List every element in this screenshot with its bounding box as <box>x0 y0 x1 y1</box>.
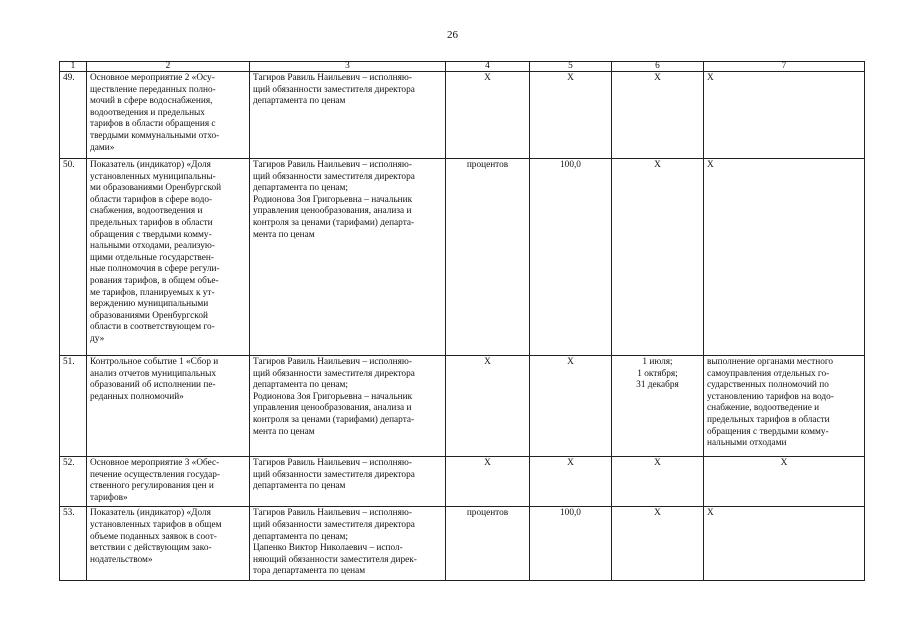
unit-cell: X <box>446 457 530 507</box>
responsible-person: Тагиров Равиль Наильевич – исполняю- щий обязанности заместителя директора департамента по ценам; Родионова Зоя Григорьевна – начальник управления ценообразования, анализа и контроля за ценами (тарифами) департа- мента по ценам <box>250 159 446 356</box>
column-number-row <box>60 62 865 72</box>
responsible-person: Тагиров Равиль Наильевич – исполняю- щий обязанности заместителя директора департамента по ценам <box>250 72 446 159</box>
page-number: 26 <box>447 29 458 41</box>
table-row <box>60 356 865 457</box>
result-cell: X <box>704 72 865 159</box>
column-header: 4 <box>446 62 530 72</box>
value-cell: X <box>530 72 612 159</box>
activity-name: Основное мероприятие 2 «Осу- ществление переданных полно- мочий в сфере водоснабжения, водоотведения и предельных тарифов в области обращения с твердыми коммунальными отхо- дами» <box>87 72 250 159</box>
plan-table <box>59 61 865 581</box>
unit-cell: процентов <box>446 159 530 356</box>
value-cell: 100,0 <box>530 507 612 581</box>
activity-name: Показатель (индикатор) «Доля установленных муниципальны- ми образованиями Оренбургской области тарифов в сфере водо- снабжения, водоотведения и предельных тарифов в области обращения с твердыми комму- нальными отходами, реализую- щими отдельные государствен- ные полномочия в сфере регули- рования тарифов, в общем объе- ме тарифов, планируемых к ут- верждению муниципальными образованиями Оренбургской области в соответствующем го- ду» <box>87 159 250 356</box>
value-cell: X <box>530 457 612 507</box>
row-number: 50. <box>60 159 87 356</box>
activity-name: Контрольное событие 1 «Сбор и анализ отчетов муниципальных образований об исполнении пе- реданных полномочий» <box>87 356 250 457</box>
result-cell: выполнение органами местного самоуправления отдельных го- сударственных полномочий по установлению тарифов на водо- снабжение, водоотведение и предельных тарифов в области обращения с твердыми комму- нальными отходами <box>704 356 865 457</box>
column-header: 5 <box>530 62 612 72</box>
column-header: 6 <box>612 62 704 72</box>
row-number: 49. <box>60 72 87 159</box>
result-cell: X <box>704 159 865 356</box>
deadline-cell: X <box>612 159 704 356</box>
unit-cell: X <box>446 72 530 159</box>
table-row <box>60 72 865 159</box>
value-cell: X <box>530 356 612 457</box>
activity-name: Основное мероприятие 3 «Обес- печение осуществления государ- ственного регулирования цен и тарифов» <box>87 457 250 507</box>
responsible-person: Тагиров Равиль Наильевич – исполняю- щий обязанности заместителя директора департамента по ценам; Родионова Зоя Григорьевна – начальник управления ценообразования, анализа и контроля за ценами (тарифами) департа- мента по ценам <box>250 356 446 457</box>
deadline-cell: 1 июля; 1 октября; 31 декабря <box>612 356 704 457</box>
deadline-cell: X <box>612 457 704 507</box>
column-header: 2 <box>87 62 250 72</box>
row-number: 51. <box>60 356 87 457</box>
table-row <box>60 457 865 507</box>
deadline-cell: X <box>612 72 704 159</box>
column-header: 1 <box>60 62 87 72</box>
deadline-cell: X <box>612 507 704 581</box>
table-row <box>60 507 865 581</box>
value-cell: 100,0 <box>530 159 612 356</box>
row-number: 53. <box>60 507 87 581</box>
column-header: 3 <box>250 62 446 72</box>
activity-name: Показатель (индикатор) «Доля установленных тарифов в общем объеме поданных заявок в соот- ветствии с действующим зако- нодательством» <box>87 507 250 581</box>
result-cell: X <box>704 507 865 581</box>
table-row <box>60 159 865 356</box>
result-cell: X <box>704 457 865 507</box>
responsible-person: Тагиров Равиль Наильевич – исполняю- щий обязанности заместителя директора департамента по ценам <box>250 457 446 507</box>
unit-cell: X <box>446 356 530 457</box>
responsible-person: Тагиров Равиль Наильевич – исполняю- щий обязанности заместителя директора департамента по ценам; Цапенко Виктор Николаевич – испол- няющий обязанности заместителя дирек- тора департамента по ценам <box>250 507 446 581</box>
column-header: 7 <box>704 62 865 72</box>
row-number: 52. <box>60 457 87 507</box>
unit-cell: процентов <box>446 507 530 581</box>
